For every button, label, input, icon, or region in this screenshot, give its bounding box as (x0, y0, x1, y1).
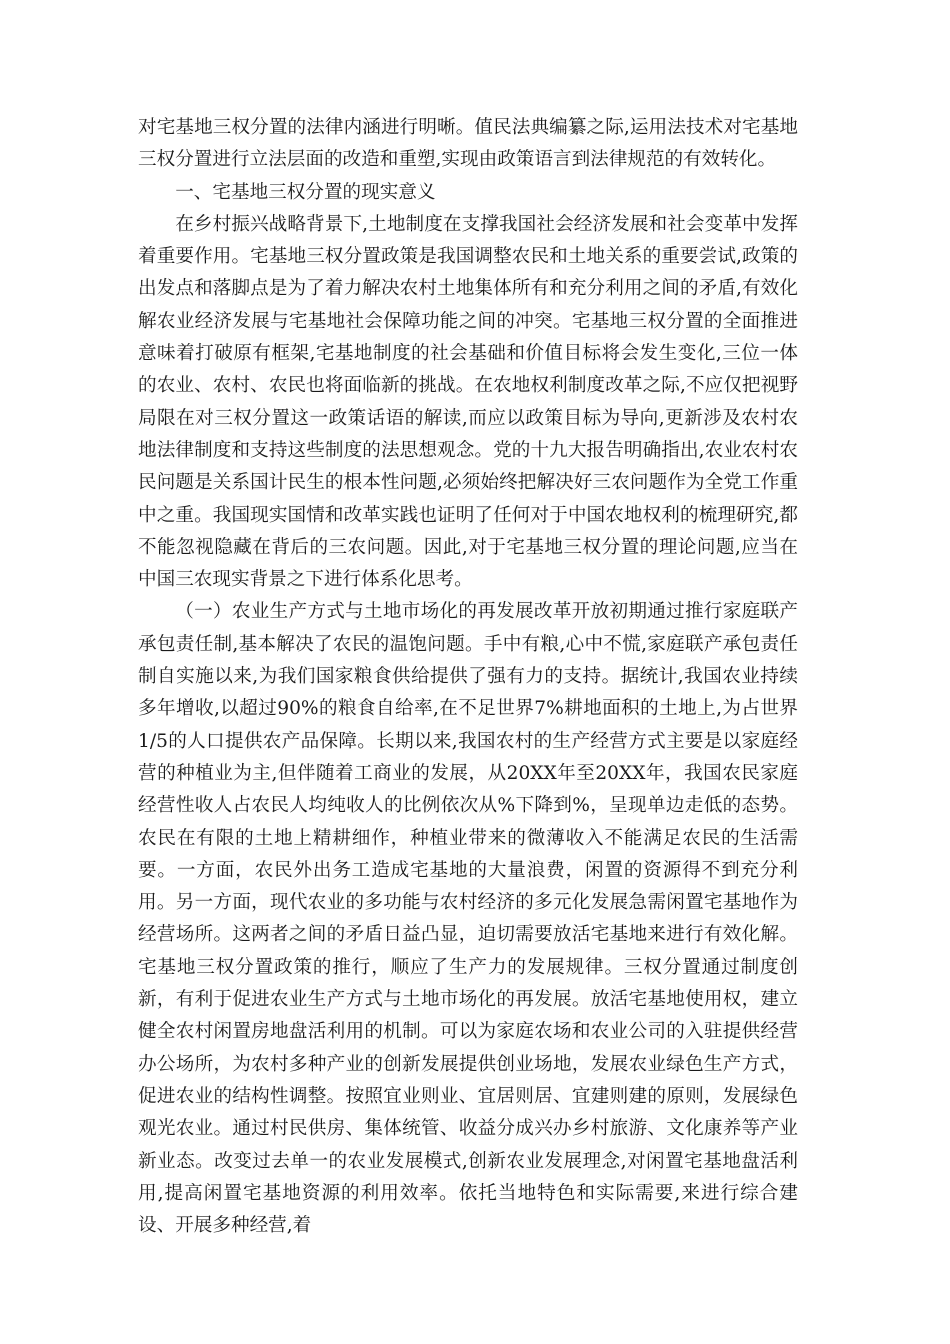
paragraph-agriculture-production: （一）农业生产方式与土地市场化的再发展改革开放初期通过推行家庭联产承包责任制,基本解决了农民的温饱问题。手中有粮,心中不慌,家庭联产承包责任制自实施以来,为我们国家粮食供给提供了强有力的支持。据统计,我国农业持续多年增收,以超过90%的粮食自给率,在不足世界7%耕地面积的土地上,为占世界1/5的人口提供农产品保障。长期以来,我国农村的生产经营方式主要是以家庭经营的种植业为主,但伴随着工商业的发展，从20XX年至20XX年，我国农民家庭经营性收人占农民人均纯收人的比例依次从%下降到%，呈现单边走低的态势。农民在有限的土地上精耕细作，种植业带来的微薄收入不能满足农民的生活需要。一方面，农民外出务工造成宅基地的大量浪费，闲置的资源得不到充分利用。另一方面，现代农业的多功能与农村经济的多元化发展急需闲置宅基地作为经营场所。这两者之间的矛盾日益凸显，迫切需要放活宅基地来进行有效化解。宅基地三权分置政策的推行，顺应了生产力的发展规律。三权分置通过制度创新，有利于促进农业生产方式与土地市场化的再发展。放活宅基地使用权，建立健全农村闲置房地盘活利用的机制。可以为家庭农场和农业公司的入驻提供经营办公场所，为农村多种产业的创新发展提供创业场地，发展农业绿色生产方式，促进农业的结构性调整。按照宜业则业、宜居则居、宜建则建的原则，发展绿色观光农业。通过村民供房、集体统管、收益分成兴办乡村旅游、文化康养等产业新业态。改变过去单一的农业发展模式,创新农业发展理念,对闲置宅基地盘活利用,提高闲置宅基地资源的利用效率。依托当地特色和实际需要,来进行综合建设、开展多种经营,着 (138, 601, 798, 1237)
paragraph-background: 在乡村振兴战略背景下,土地制度在支撑我国社会经济发展和社会变革中发挥着重要作用。宅基地三权分置政策是我国调整农民和土地关系的重要尝试,政策的出发点和落脚点是为了着力解决农村土地集体所有和充分利用之间的矛盾,有效化解农业经济发展与宅基地社会保障功能之间的冲突。宅基地三权分置的全面推进意味着打破原有框架,宅基地制度的社会基础和价值目标将会发生变化,三位一体的农业、农村、农民也将面临新的挑战。在农地权利制度改革之际,不应仅把视野局限在对三权分置这一政策话语的解读,而应以政策目标为导向,更新涉及农村农地法律制度和支持这些制度的法思想观念。党的十九大报告明确指出,农业农村农民问题是关系国计民生的根本性问题,必须始终把解决好三农问题作为全党工作重中之重。我国现实国情和改革实践也证明了任何对于中国农地权利的梳理研究,都不能忽视隐藏在背后的三农问题。因此,对于宅基地三权分置的理论问题,应当在中国三农现实背景之下进行体系化思考。 (138, 213, 798, 591)
section-heading: 一、宅基地三权分置的现实意义 (175, 181, 436, 203)
paragraph-intro-continuation: 对宅基地三权分置的法律内涵进行明晰。值民法典编纂之际,运用法技术对宅基地三权分置进行立法层面的改造和重塑,实现由政策语言到法律规范的有效转化。 (138, 117, 798, 171)
document-page (138, 112, 798, 1242)
